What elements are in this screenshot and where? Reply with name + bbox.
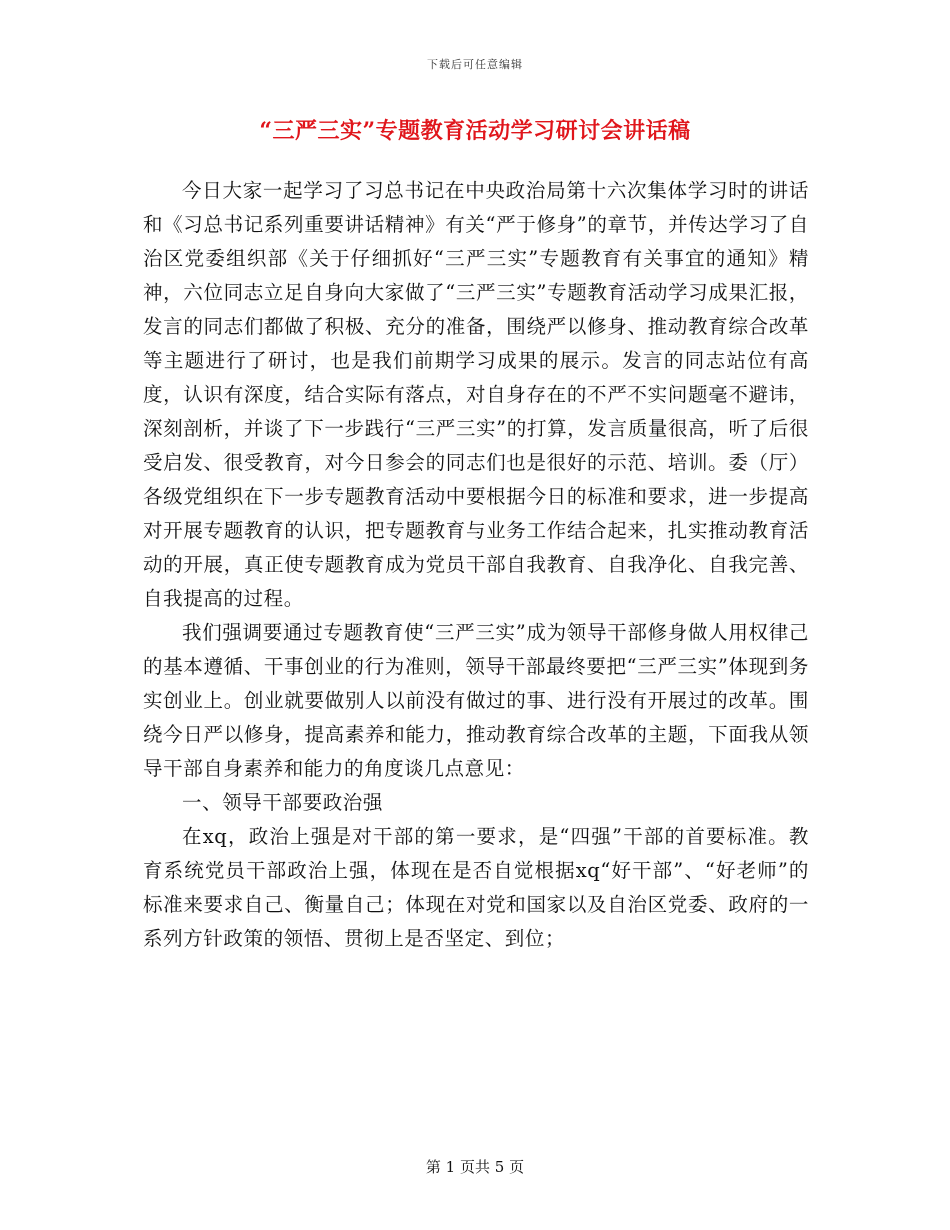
body-paragraph: 在xq，政治上强是对干部的第一要求，是“四强”干部的首要标准。教育系统党员干部政治上强，体现在是否自觉根据xq“好干部”、“好老师”的标准来要求自己、衡量自己；体现在对党和国家以及自治区党委、政府的一系列方针政策的领悟、贯彻上是否坚定、到位； bbox=[143, 825, 809, 950]
body-paragraph: 今日大家一起学习了习总书记在中央政治局第十六次集体学习时的讲话和《习总书记系列重要讲话精神》有关“严于修身”的章节，并传达学习了自治区党委组织部《关于仔细抓好“三严三实”专题教育有关事宜的通知》精神，六位同志立足自身向大家做了“三严三实”专题教育活动学习成果汇报，发言的同志们都做了积极、充分的准备，围绕严以修身、推动教育综合改革等主题进行了研讨，也是我们前期学习成果的展示。发言的同志站位有高度，认识有深度，结合实际有落点，对自身存在的不严不实问题毫不避讳，深刻剖析，并谈了下一步践行“三严三实”的打算，发言质量很高，听了后很受启发、很受教育，对今日参会的同志们也是很好的示范、培训。委（厅）各级党组织在下一步专题教育活动中要根据今日的标准和要求，进一步提高对开展专题教育的认识，把专题教育与业务工作结合起来，扎实推动教育活动的开展，真正使专题教育成为党员干部自我教育、自我净化、自我完善、自我提高的过程。 bbox=[143, 179, 809, 610]
document-title: “三严三实”专题教育活动学习研讨会讲话稿 bbox=[259, 118, 691, 144]
document-body bbox=[143, 174, 809, 956]
body-paragraph: 我们强调要通过专题教育使“三严三实”成为领导干部修身做人用权律己的基本遵循、干事创业的行为准则，领导干部最终要把“三严三实”体现到务实创业上。创业就要做别人以前没有做过的事、进行没有开展过的改革。围绕今日严以修身，提高素养和能力，推动教育综合改革的主题，下面我从领导干部自身素养和能力的角度谈几点意见： bbox=[143, 621, 809, 780]
section-heading: 一、领导干部要政治强 bbox=[182, 791, 384, 814]
page-footer: 第 1 页共 5 页 bbox=[425, 1158, 525, 1176]
page-header-note: 下载后可任意编辑 bbox=[427, 58, 523, 71]
